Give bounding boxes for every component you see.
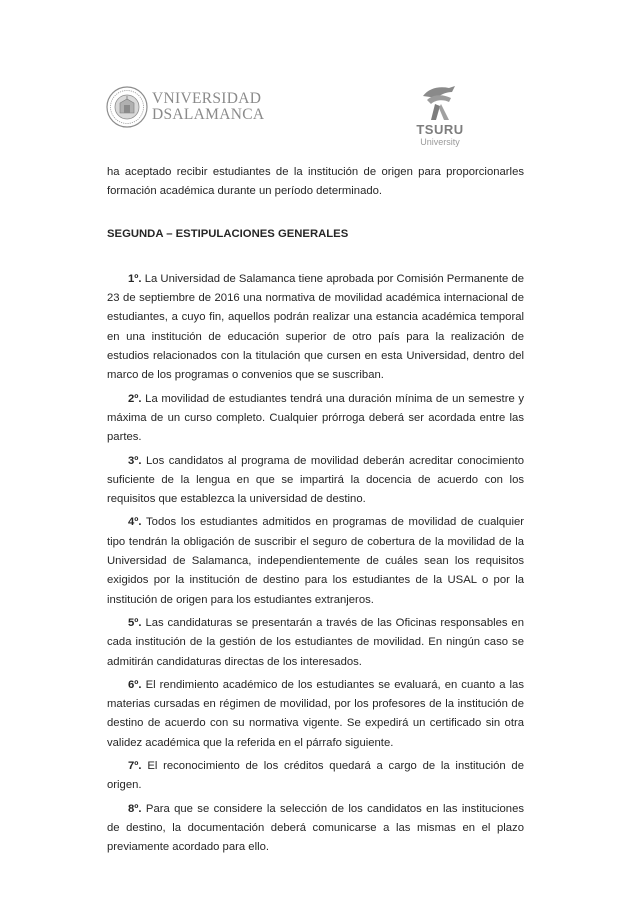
clause-3 xyxy=(107,452,524,510)
clause-number: 1º. xyxy=(128,272,142,285)
clause-number: 5º. xyxy=(128,616,142,629)
clause-4 xyxy=(107,513,524,609)
university-name-line2: DSALAMANCA xyxy=(152,106,265,123)
clause-1 xyxy=(107,270,524,386)
intro-paragraph: ha aceptado recibir estudiantes de la institución de origen para proporcionarles formación académica durante un período determinado. xyxy=(107,166,524,198)
clause-6 xyxy=(107,676,524,753)
clause-2 xyxy=(107,390,524,448)
clause-number: 7º. xyxy=(128,760,142,773)
clause-number: 6º. xyxy=(128,678,142,691)
clause-7 xyxy=(107,757,524,796)
document-body xyxy=(107,163,524,862)
tsuru-name: TSURU xyxy=(416,122,464,137)
clause-text: Para que se considere la selección de los candidatos en las instituciones de destino, la documentación deberá comunicarse a las mismas en el plazo previamente acordado para ello. xyxy=(107,802,524,854)
tsuru-crane-icon xyxy=(419,84,459,122)
clause-number: 4º. xyxy=(128,516,142,529)
university-of-salamanca-logo xyxy=(106,86,266,134)
university-name xyxy=(152,91,264,123)
clause-text: La movilidad de estudiantes tendrá una duración mínima de un semestre y máxima de un curso completo. Cualquier prórroga deberá ser acordada entre las partes. xyxy=(107,392,524,444)
clause-5 xyxy=(107,614,524,672)
clause-number: 8º. xyxy=(128,802,142,815)
section-title: SEGUNDA – ESTIPULACIONES GENERALES xyxy=(107,227,349,240)
clause-8 xyxy=(107,800,524,858)
clause-number: 3º. xyxy=(128,454,142,467)
university-name-line1: VNIVERSIDAD xyxy=(152,90,262,107)
clause-text: Los candidatos al programa de movilidad deberán acreditar conocimiento suficiente de la lengua en que se impartirá la docencia de acuerdo con los requisitos que establezca la universidad de destino. xyxy=(107,454,524,506)
clause-text: El reconocimiento de los créditos quedará a cargo de la institución de origen. xyxy=(107,760,524,792)
clause-number: 2º. xyxy=(128,392,142,405)
clause-text: Todos los estudiantes admitidos en programas de movilidad de cualquier tipo tendrán la obligación de suscribir el seguro de cobertura de la movilidad de la Universidad de Salamanca, independientemente de cuáles sean los requisitos exigidos por la institución de destino para los estudiantes de la USAL o por la institución de origen para los estudiantes extranjeros. xyxy=(107,516,524,606)
clause-text: La Universidad de Salamanca tiene aprobada por Comisión Permanente de 23 de septiembre de 2016 una normativa de movilidad académica internacional de estudiantes, a cuyo fin, aquellos podrán realizar una estancia académica temporal en una institución de educación superior de otro país para la realización de estudios relacionados con la titulación que cursen en esta Universidad, dentro del marco de los programas o convenios que se suscriban. xyxy=(107,272,525,382)
clause-text: Las candidaturas se presentarán a través de las Oficinas responsables en cada institución de la gestión de los estudiantes de movilidad. En ningún caso se admitirán candidaturas directas de los interesados. xyxy=(107,616,524,668)
tsuru-university-logo xyxy=(410,84,470,154)
tsuru-subtitle: University xyxy=(420,137,460,147)
university-seal-icon xyxy=(106,86,148,128)
clause-text: El rendimiento académico de los estudiantes se evaluará, en cuanto a las materias cursadas en régimen de movilidad, por los profesores de la institución de destino de acuerdo con su normativa vigente. Se expedirá un certificado sin otra validez académica que la referida en el párrafo siguiente. xyxy=(107,678,524,749)
